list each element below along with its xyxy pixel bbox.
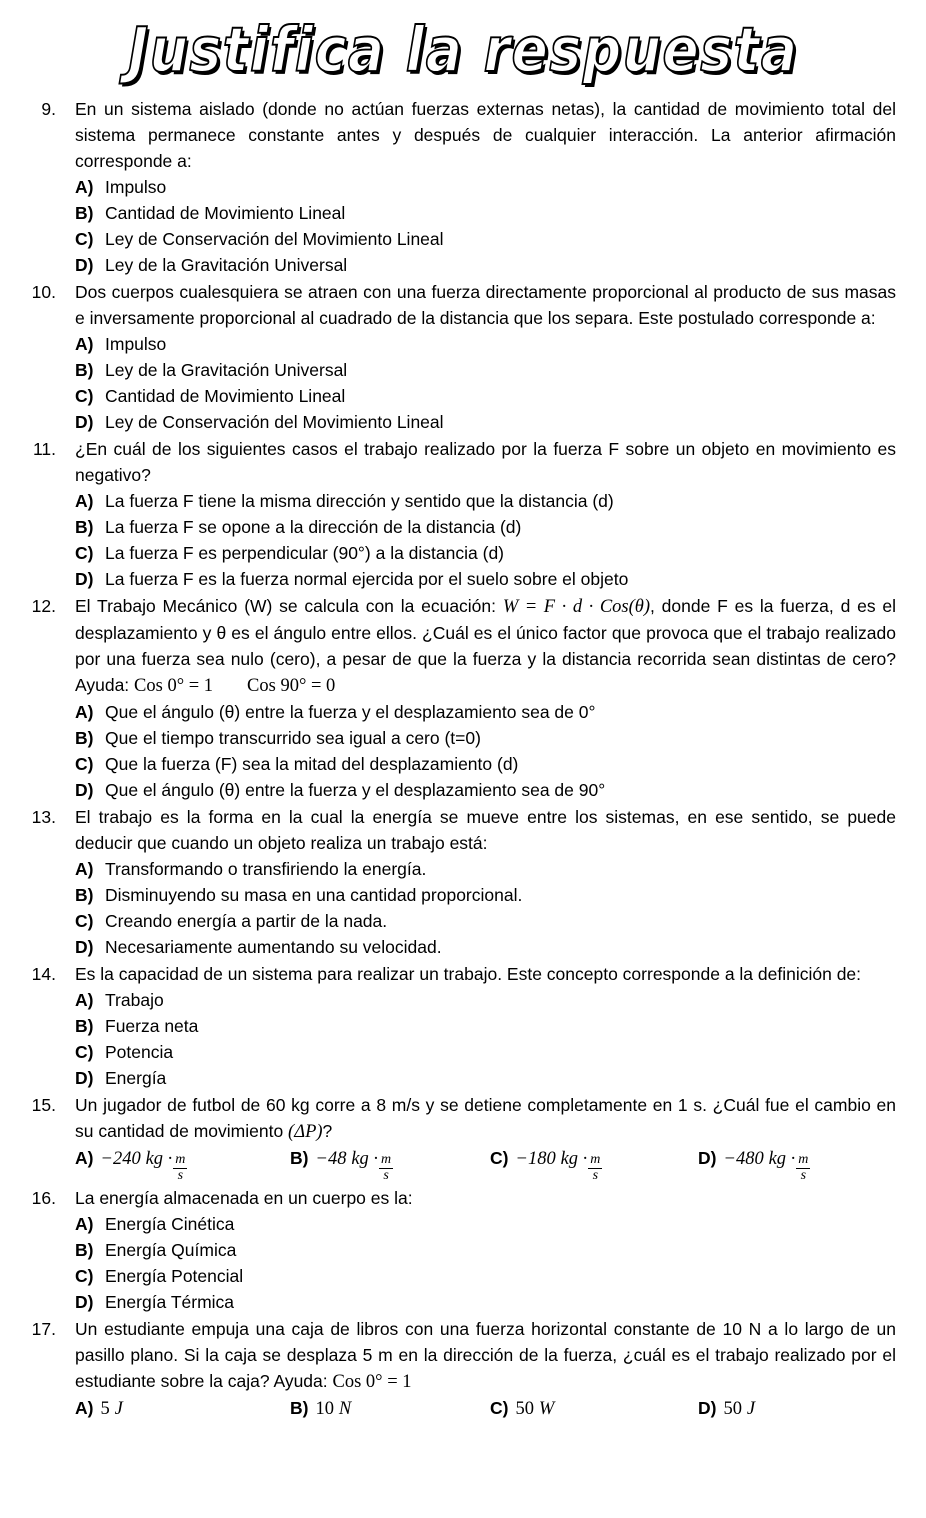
option-d[interactable] bbox=[75, 777, 896, 803]
option-letter: B) bbox=[75, 1240, 94, 1261]
option-label: La fuerza F se opone a la dirección de la distancia (d) bbox=[105, 517, 522, 537]
question-item bbox=[18, 804, 896, 960]
page-header bbox=[0, 0, 926, 96]
question-body bbox=[56, 804, 896, 960]
option-letter: C) bbox=[75, 911, 94, 931]
option-value: −240 bbox=[100, 1149, 141, 1169]
question-item bbox=[18, 593, 896, 803]
option-letter: D) bbox=[75, 569, 94, 589]
option-label: Trabajo bbox=[105, 990, 164, 1010]
option-letter: A) bbox=[75, 177, 94, 197]
option-letter: B) bbox=[290, 1398, 309, 1419]
question-stem: Es la capacidad de un sistema para realizar un trabajo. Este concepto corresponde a la definición de: bbox=[75, 964, 862, 984]
option-label: Disminuyendo su masa en una cantidad proporcional. bbox=[105, 885, 523, 905]
option-d[interactable] bbox=[75, 252, 896, 278]
question-number: 16. bbox=[31, 1188, 56, 1209]
option-d[interactable] bbox=[698, 1145, 811, 1184]
question-number: 15. bbox=[31, 1095, 56, 1115]
option-value: 10 bbox=[315, 1399, 334, 1420]
option-c[interactable] bbox=[75, 751, 896, 777]
question-item bbox=[18, 96, 896, 278]
question-stem: En un sistema aislado (donde no actúan fuerzas externas netas), la cantidad de movimiento total del sistema permanece constante antes y después de cualquier interacción. La anterior afirmación corresponde a: bbox=[75, 99, 896, 171]
question-stem: ¿En cuál de los siguientes casos el trabajo realizado por la fuerza F sobre un objeto en movimiento es negativo? bbox=[75, 439, 896, 485]
option-label: Potencia bbox=[105, 1042, 174, 1062]
fraction-denominator: s bbox=[379, 1168, 393, 1184]
question-item bbox=[18, 1316, 896, 1422]
option-label: Que el tiempo transcurrido sea igual a cero (t=0) bbox=[105, 728, 481, 748]
option-value: −180 bbox=[515, 1149, 556, 1169]
option-a[interactable] bbox=[75, 699, 896, 725]
work-equation: W = F · d · Cos(θ) bbox=[502, 597, 651, 617]
option-a[interactable] bbox=[75, 1395, 290, 1422]
question-body bbox=[56, 1092, 896, 1184]
cos-zero-hint: Cos 0° = 1 bbox=[134, 676, 214, 696]
option-d[interactable] bbox=[698, 1395, 755, 1422]
option-a[interactable] bbox=[75, 174, 896, 200]
option-b[interactable] bbox=[75, 514, 896, 540]
option-a[interactable] bbox=[75, 987, 896, 1013]
fraction-numerator: m bbox=[798, 1152, 809, 1167]
option-list bbox=[75, 856, 896, 960]
option-letter: A) bbox=[75, 334, 94, 354]
option-value: −480 bbox=[723, 1149, 764, 1169]
option-unit: kg · bbox=[145, 1149, 173, 1169]
stem-text-mid: , donde F es la fuerza, d es el desplazamiento y θ es el ángulo entre ellos. ¿Cuál es el único factor que provoca que el trabajo realizado por una fuerza sea nulo (cero), a pesar de que la fuerza y la distancia recorrida sean distintas de cero? Ayuda: bbox=[75, 596, 896, 695]
fraction-m-over-s bbox=[173, 1153, 187, 1183]
option-unit: W bbox=[538, 1399, 555, 1420]
option-letter: C) bbox=[75, 754, 94, 774]
stem-text-pre: Un jugador de futbol de 60 kg corre a 8 m/s y se detiene completamente en 1 s. ¿Cuál fue el cambio en su cantidad de movimiento bbox=[75, 1095, 896, 1141]
option-unit: J bbox=[114, 1399, 123, 1420]
option-a[interactable] bbox=[75, 856, 896, 882]
option-letter: C) bbox=[75, 543, 94, 563]
option-b[interactable] bbox=[75, 200, 896, 226]
fraction-numerator: m bbox=[381, 1152, 392, 1167]
fraction-denominator: s bbox=[796, 1168, 810, 1184]
question-item bbox=[18, 961, 896, 1091]
question-sheet bbox=[0, 96, 926, 1422]
option-b[interactable] bbox=[290, 1145, 490, 1184]
option-value: 5 bbox=[100, 1399, 110, 1420]
option-unit: J bbox=[746, 1399, 756, 1420]
option-label: Creando energía a partir de la nada. bbox=[105, 911, 388, 931]
question-number: 10. bbox=[31, 282, 56, 302]
option-letter: D) bbox=[75, 937, 94, 957]
option-label: Ley de Conservación del Movimiento Lineal bbox=[105, 229, 444, 249]
question-body bbox=[56, 593, 896, 803]
question-body bbox=[56, 1316, 896, 1422]
question-stem bbox=[75, 593, 896, 699]
question-stem: Dos cuerpos cualesquiera se atraen con una fuerza directamente proporcional al producto de sus masas e inversamente proporcional al cuadrado de la distancia que los separa. Este postulado corresponde a: bbox=[75, 282, 896, 328]
stem-text-pre: Un estudiante empuja una caja de libros con una fuerza horizontal constante de 10 N a lo largo de un pasillo plano. Si la caja se desplaza 5 m en la dirección de la fuerza, ¿cuál es el trabajo realizado por el estudiante sobre la caja? Ayuda: bbox=[75, 1319, 896, 1392]
fraction-m-over-s bbox=[796, 1153, 810, 1183]
question-number: 13. bbox=[31, 807, 56, 827]
delta-p-symbol: (ΔP) bbox=[288, 1122, 323, 1142]
option-label: Que la fuerza (F) sea la mitad del desplazamiento (d) bbox=[105, 754, 519, 774]
option-b[interactable] bbox=[75, 882, 896, 908]
fraction-numerator: m bbox=[590, 1152, 601, 1167]
option-c[interactable] bbox=[490, 1395, 698, 1422]
option-letter: D) bbox=[75, 1068, 94, 1088]
question-body bbox=[56, 961, 896, 1091]
option-list bbox=[75, 1211, 896, 1315]
option-a[interactable] bbox=[75, 1211, 896, 1237]
question-item bbox=[18, 279, 896, 435]
option-d[interactable] bbox=[75, 1289, 896, 1315]
page-title: Justifica la respuesta bbox=[127, 15, 799, 87]
fraction-denominator: s bbox=[173, 1168, 187, 1184]
option-letter: C) bbox=[75, 1042, 94, 1062]
question-item bbox=[18, 436, 896, 592]
option-label: Fuerza neta bbox=[105, 1016, 199, 1036]
cos-zero-hint: Cos 0° = 1 bbox=[332, 1372, 412, 1393]
option-label: La fuerza F tiene la misma dirección y sentido que la distancia (d) bbox=[105, 491, 614, 511]
option-letter: B) bbox=[290, 1148, 309, 1168]
option-letter: A) bbox=[75, 1214, 94, 1235]
option-letter: D) bbox=[75, 412, 94, 432]
fraction-m-over-s bbox=[379, 1153, 393, 1183]
option-label: Cantidad de Movimiento Lineal bbox=[105, 203, 346, 223]
option-list bbox=[75, 699, 896, 803]
option-label: Ley de la Gravitación Universal bbox=[105, 360, 348, 380]
option-list bbox=[75, 1145, 896, 1184]
option-letter: C) bbox=[75, 229, 94, 249]
fraction-numerator: m bbox=[175, 1152, 186, 1167]
option-b[interactable] bbox=[75, 725, 896, 751]
option-value: 50 bbox=[723, 1399, 742, 1420]
question-stem bbox=[75, 1316, 896, 1395]
option-letter: A) bbox=[75, 1398, 94, 1419]
option-b[interactable] bbox=[75, 1013, 896, 1039]
option-unit: kg · bbox=[351, 1149, 379, 1169]
option-b[interactable] bbox=[290, 1395, 490, 1422]
option-label: La fuerza F es la fuerza normal ejercida por el suelo sobre el objeto bbox=[105, 569, 629, 589]
fraction-denominator: s bbox=[588, 1168, 602, 1184]
option-list bbox=[75, 174, 896, 278]
option-letter: D) bbox=[75, 780, 94, 800]
option-c[interactable] bbox=[75, 1263, 896, 1289]
option-label: Cantidad de Movimiento Lineal bbox=[105, 386, 346, 406]
option-c[interactable] bbox=[75, 908, 896, 934]
option-letter: A) bbox=[75, 859, 94, 879]
option-value: −48 bbox=[315, 1149, 347, 1169]
question-number: 11. bbox=[32, 439, 56, 459]
question-body bbox=[56, 96, 896, 278]
option-label: La fuerza F es perpendicular (90°) a la distancia (d) bbox=[105, 543, 505, 563]
question-stem: El trabajo es la forma en la cual la energía se mueve entre los sistemas, en ese sentido, se puede deducir que cuando un objeto realiza un trabajo está: bbox=[75, 807, 896, 853]
option-list bbox=[75, 488, 896, 592]
option-label: Impulso bbox=[105, 177, 167, 197]
option-label: Que el ángulo (θ) entre la fuerza y el desplazamiento sea de 90° bbox=[105, 780, 606, 800]
option-letter: B) bbox=[75, 885, 94, 905]
option-unit: N bbox=[338, 1399, 352, 1420]
option-c[interactable] bbox=[490, 1145, 698, 1184]
option-letter: D) bbox=[698, 1398, 717, 1419]
option-a[interactable] bbox=[75, 1145, 290, 1184]
question-item bbox=[18, 1185, 896, 1315]
option-unit: kg · bbox=[560, 1149, 588, 1169]
option-c[interactable] bbox=[75, 540, 896, 566]
option-c[interactable] bbox=[75, 1039, 896, 1065]
question-body bbox=[56, 1185, 896, 1315]
option-label: Impulso bbox=[105, 334, 167, 354]
question-body bbox=[56, 279, 896, 435]
stem-text-pre: El Trabajo Mecánico (W) se calcula con la ecuación: bbox=[75, 596, 503, 616]
fraction-m-over-s bbox=[588, 1153, 602, 1183]
option-letter: B) bbox=[75, 728, 94, 748]
question-item bbox=[18, 1092, 896, 1184]
option-label: Energía bbox=[105, 1068, 167, 1088]
option-label: Energía Química bbox=[105, 1240, 237, 1261]
option-letter: B) bbox=[75, 1016, 94, 1036]
option-letter: C) bbox=[490, 1148, 509, 1168]
option-letter: B) bbox=[75, 203, 94, 223]
option-d[interactable] bbox=[75, 1065, 896, 1091]
cos-ninety-hint: Cos 90° = 0 bbox=[247, 676, 336, 696]
option-letter: A) bbox=[75, 990, 94, 1010]
option-letter: B) bbox=[75, 517, 94, 537]
option-label: Energía Térmica bbox=[105, 1292, 235, 1313]
option-letter: C) bbox=[75, 1266, 94, 1287]
option-label: Que el ángulo (θ) entre la fuerza y el desplazamiento sea de 0° bbox=[105, 702, 596, 722]
option-c[interactable] bbox=[75, 226, 896, 252]
option-a[interactable] bbox=[75, 488, 896, 514]
option-letter: D) bbox=[75, 255, 94, 275]
option-value: 50 bbox=[515, 1399, 534, 1420]
question-number: 12. bbox=[31, 596, 56, 616]
option-label: Energía Potencial bbox=[105, 1266, 244, 1287]
option-letter: D) bbox=[75, 1292, 94, 1313]
option-b[interactable] bbox=[75, 1237, 896, 1263]
question-number: 17. bbox=[31, 1319, 56, 1340]
option-d[interactable] bbox=[75, 566, 896, 592]
option-c[interactable] bbox=[75, 383, 896, 409]
option-label: Ley de la Gravitación Universal bbox=[105, 255, 348, 275]
question-stem bbox=[75, 1092, 896, 1145]
stem-text-post: ? bbox=[322, 1121, 333, 1141]
question-number: 14. bbox=[31, 964, 56, 984]
option-letter: A) bbox=[75, 702, 94, 722]
option-list bbox=[75, 331, 896, 435]
option-label: Transformando o transfiriendo la energía. bbox=[105, 859, 427, 879]
option-label: Necesariamente aumentando su velocidad. bbox=[105, 937, 442, 957]
question-body bbox=[56, 436, 896, 592]
option-letter: D) bbox=[698, 1148, 717, 1168]
option-a[interactable] bbox=[75, 331, 896, 357]
option-label: Energía Cinética bbox=[105, 1214, 235, 1235]
question-number: 9. bbox=[41, 99, 56, 119]
option-unit: kg · bbox=[768, 1149, 796, 1169]
option-letter: A) bbox=[75, 491, 94, 511]
option-list bbox=[75, 1395, 896, 1422]
option-letter: C) bbox=[75, 386, 94, 406]
option-letter: B) bbox=[75, 360, 94, 380]
option-d[interactable] bbox=[75, 934, 896, 960]
option-d[interactable] bbox=[75, 409, 896, 435]
question-stem: La energía almacenada en un cuerpo es la: bbox=[75, 1188, 413, 1209]
option-letter: A) bbox=[75, 1148, 94, 1168]
option-b[interactable] bbox=[75, 357, 896, 383]
option-letter: C) bbox=[490, 1398, 509, 1419]
option-list bbox=[75, 987, 896, 1091]
option-label: Ley de Conservación del Movimiento Lineal bbox=[105, 412, 444, 432]
